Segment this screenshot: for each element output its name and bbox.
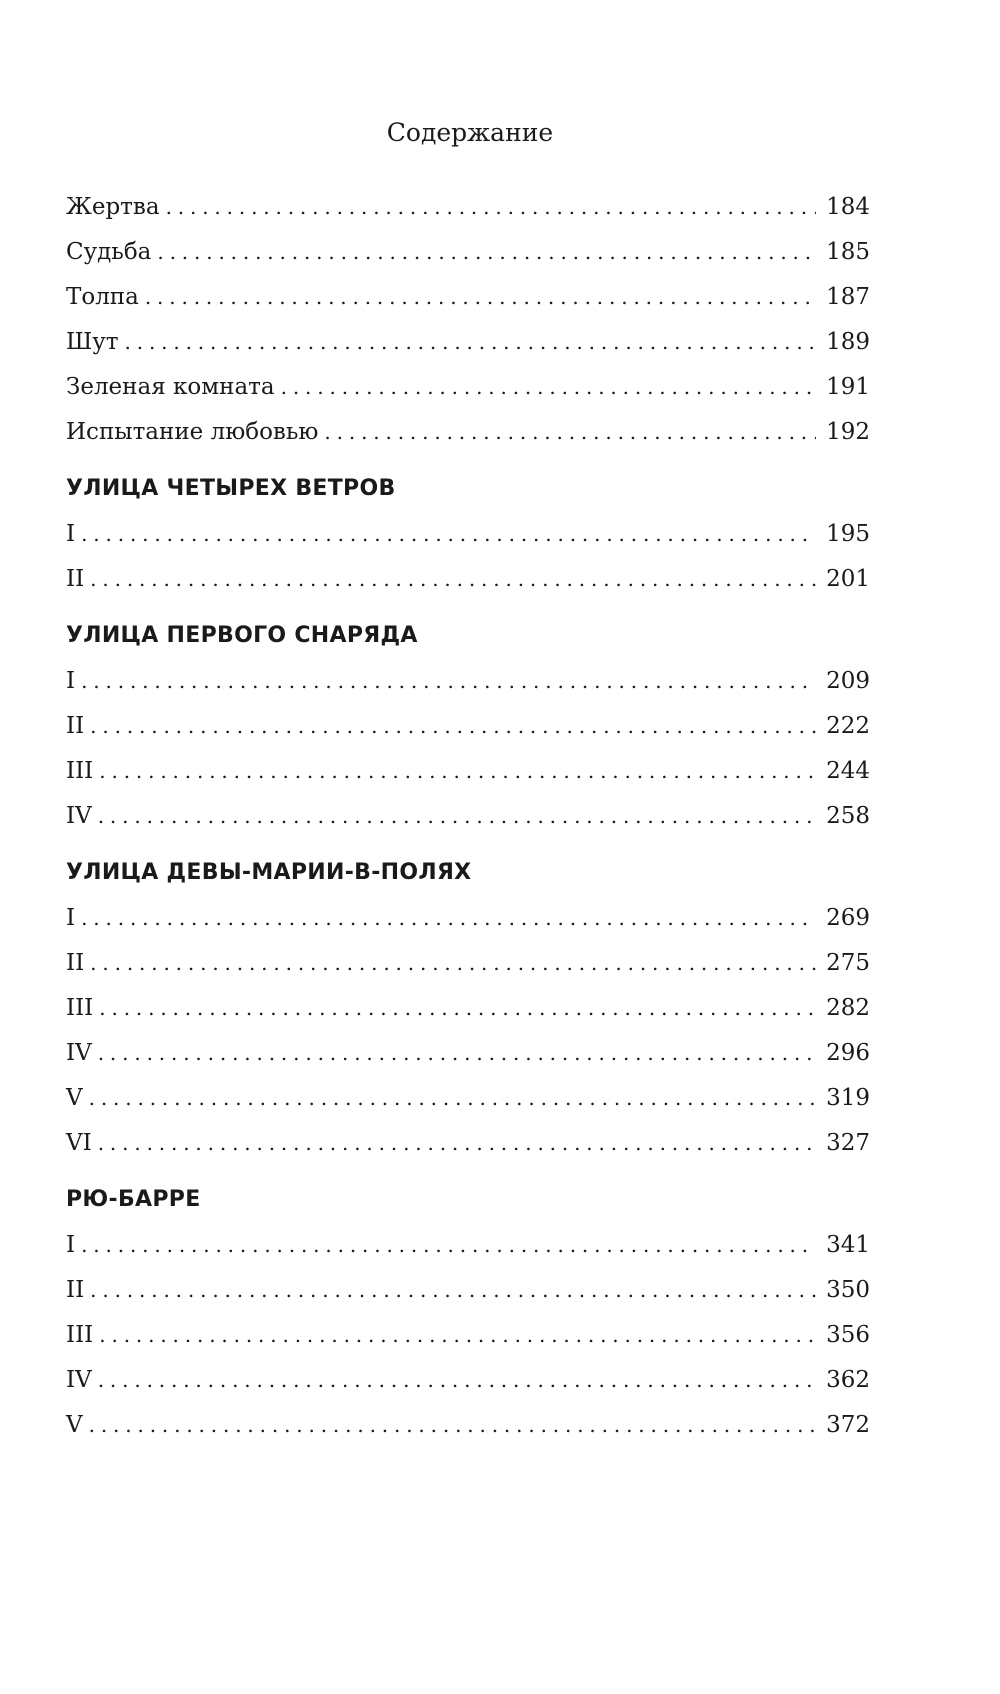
section-heading: УЛИЦА ПЕРВОГО СНАРЯДА <box>66 623 418 648</box>
toc-entry-label: Жертва <box>66 194 160 220</box>
toc-section <box>66 185 870 455</box>
dot-leader <box>98 1358 816 1403</box>
toc-entry[interactable] <box>66 794 870 839</box>
toc-entry[interactable] <box>66 1358 870 1403</box>
toc-entry-label: I <box>66 668 76 694</box>
toc-entry[interactable] <box>66 410 870 455</box>
toc-entry-label: II <box>66 713 85 739</box>
toc-entry[interactable] <box>66 1031 870 1076</box>
toc-section <box>66 858 870 1166</box>
toc-section <box>66 621 870 839</box>
toc-entry-page-number: 275 <box>826 950 870 976</box>
toc-entry-page-number: 222 <box>826 713 870 739</box>
toc-entry-page-number: 184 <box>826 194 870 220</box>
toc-entry-label: I <box>66 1232 76 1258</box>
toc-entry-page-number: 319 <box>826 1085 870 1111</box>
toc-entry-page-number: 282 <box>826 995 870 1021</box>
page-title: Содержание <box>386 118 554 147</box>
dot-leader <box>324 410 816 455</box>
toc-entry-label: V <box>66 1412 83 1438</box>
toc-entry-page-number: 341 <box>826 1232 870 1258</box>
dot-leader <box>81 659 816 704</box>
section-heading: УЛИЦА ДЕВЫ-МАРИИ-В-ПОЛЯХ <box>66 860 472 885</box>
toc-entry[interactable] <box>66 1223 870 1268</box>
dot-leader <box>90 1268 816 1313</box>
toc-entry-page-number: 191 <box>826 374 870 400</box>
toc-entry-page-number: 269 <box>826 905 870 931</box>
toc-entry[interactable] <box>66 230 870 275</box>
toc-entry[interactable] <box>66 659 870 704</box>
toc-entry-label: IV <box>66 1040 92 1066</box>
toc-entry[interactable] <box>66 557 870 602</box>
toc-entry-label: IV <box>66 1367 92 1393</box>
toc-entry[interactable] <box>66 1313 870 1358</box>
table-of-contents <box>66 185 870 1448</box>
dot-leader <box>125 320 817 365</box>
dot-leader <box>98 1031 816 1076</box>
dot-leader <box>81 1223 816 1268</box>
dot-leader <box>81 896 816 941</box>
dot-leader <box>99 986 816 1031</box>
toc-entry-page-number: 185 <box>826 239 870 265</box>
toc-entry[interactable] <box>66 320 870 365</box>
dot-leader <box>98 1121 816 1166</box>
toc-entry-page-number: 362 <box>826 1367 870 1393</box>
dot-leader <box>90 941 816 986</box>
toc-entry-page-number: 327 <box>826 1130 870 1156</box>
dot-leader <box>81 512 816 557</box>
toc-entry-label: Зеленая комната <box>66 374 275 400</box>
toc-section <box>66 474 870 602</box>
dot-leader <box>99 749 816 794</box>
dot-leader <box>89 1403 816 1448</box>
toc-entry-page-number: 195 <box>826 521 870 547</box>
toc-entry-page-number: 356 <box>826 1322 870 1348</box>
toc-entry[interactable] <box>66 365 870 410</box>
toc-entry-page-number: 258 <box>826 803 870 829</box>
dot-leader <box>166 185 817 230</box>
toc-entry-page-number: 350 <box>826 1277 870 1303</box>
toc-entry-label: I <box>66 521 76 547</box>
toc-entry-label: IV <box>66 803 92 829</box>
dot-leader <box>157 230 816 275</box>
toc-entry-page-number: 201 <box>826 566 870 592</box>
toc-entry-page-number: 296 <box>826 1040 870 1066</box>
toc-entry-label: Толпа <box>66 284 139 310</box>
toc-entry-label: Испытание любовью <box>66 419 319 445</box>
toc-entry-page-number: 209 <box>826 668 870 694</box>
toc-entry-label: II <box>66 950 85 976</box>
dot-leader <box>90 557 816 602</box>
toc-entry-label: II <box>66 566 85 592</box>
toc-entry-label: VI <box>66 1130 92 1156</box>
section-heading: УЛИЦА ЧЕТЫРЕХ ВЕТРОВ <box>66 476 396 501</box>
toc-entry-page-number: 192 <box>826 419 870 445</box>
dot-leader <box>145 275 816 320</box>
toc-entry-label: III <box>66 758 94 784</box>
toc-entry-label: III <box>66 995 94 1021</box>
toc-entry[interactable] <box>66 704 870 749</box>
toc-entry-label: II <box>66 1277 85 1303</box>
toc-entry-label: I <box>66 905 76 931</box>
toc-entry-page-number: 244 <box>826 758 870 784</box>
toc-entry-label: V <box>66 1085 83 1111</box>
toc-entry[interactable] <box>66 749 870 794</box>
dot-leader <box>89 1076 816 1121</box>
toc-entry[interactable] <box>66 941 870 986</box>
section-heading: РЮ-БАРРЕ <box>66 1187 201 1212</box>
toc-entry[interactable] <box>66 1121 870 1166</box>
toc-entry[interactable] <box>66 896 870 941</box>
dot-leader <box>98 794 816 839</box>
toc-entry-page-number: 372 <box>826 1412 870 1438</box>
toc-entry[interactable] <box>66 185 870 230</box>
toc-entry[interactable] <box>66 1076 870 1121</box>
dot-leader <box>281 365 816 410</box>
toc-entry[interactable] <box>66 275 870 320</box>
toc-entry-page-number: 189 <box>826 329 870 355</box>
toc-entry-page-number: 187 <box>826 284 870 310</box>
toc-entry-label: Шут <box>66 329 119 355</box>
toc-entry[interactable] <box>66 1403 870 1448</box>
dot-leader <box>90 704 816 749</box>
toc-entry-label: Судьба <box>66 239 152 265</box>
dot-leader <box>99 1313 816 1358</box>
toc-entry[interactable] <box>66 512 870 557</box>
toc-entry[interactable] <box>66 986 870 1031</box>
toc-entry-label: III <box>66 1322 94 1348</box>
toc-entry[interactable] <box>66 1268 870 1313</box>
toc-section <box>66 1185 870 1448</box>
